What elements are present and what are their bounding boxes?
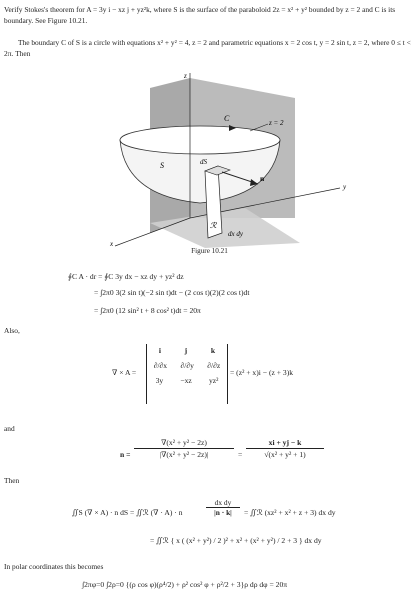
curl-lhs: ∇ × A = <box>112 368 137 377</box>
det-r3c3: yz² <box>208 376 219 385</box>
normal-fraction-1 <box>134 438 234 459</box>
normal-equals: = <box>238 450 243 459</box>
also-label: Also, <box>4 326 20 335</box>
curl-rhs: = (z² + x)i − (z + 3)k <box>230 368 294 377</box>
dxdy-label: dx dy <box>228 230 243 238</box>
x-label: x <box>110 240 114 248</box>
c-label: C <box>224 114 230 123</box>
det-r2c1: ∂/∂x <box>153 361 168 370</box>
boundary-circle <box>120 126 280 154</box>
normal-denominator-2: √(x² + y² + 1) <box>264 450 306 459</box>
det-r1c1: i <box>158 346 161 355</box>
normal-lhs: n = <box>120 450 131 459</box>
det-r1c2: j <box>184 346 188 355</box>
paraboloid-figure <box>0 68 419 248</box>
surface-integral-1a: ∬S (∇ × A) · n dS = ∬ℛ (∇ · A) · n <box>72 508 183 517</box>
n-label: n <box>260 174 265 183</box>
line-integral-2: = ∫2π0 3(2 sin t)(−2 sin t)dt − (2 cos t)(2)(2 cos t)dt <box>94 288 250 297</box>
y-label: y <box>343 183 347 191</box>
then-label: Then <box>4 476 20 485</box>
and-label: and <box>4 424 15 433</box>
normal-fraction-2 <box>246 438 324 459</box>
normal-numerator-2: xi + yj − k <box>246 438 324 449</box>
det-r2c2: ∂/∂y <box>180 361 194 370</box>
surface-integral-2: = ∬ℛ { x ( (x² + y²) / 2 )² + x² + (x² + y²) / 2 + 3 } dx dy <box>150 536 322 545</box>
z2-label: z = 2 <box>269 119 284 127</box>
surface-fraction <box>206 498 240 517</box>
surface-frac-num: dx dy <box>206 498 240 508</box>
normal-denominator: |∇(x² + y² − 2z)| <box>159 450 209 459</box>
surface-frac-den: |n · k| <box>214 508 232 517</box>
polar-integral: ∫2πφ=0 ∫2ρ=0 {(ρ cos φ)(ρ⁴/2) + ρ² cos² φ + ρ²/2 + 3}ρ dρ dφ = 20π <box>82 580 288 589</box>
line-integral-3: = ∫2π0 (12 sin² t + 8 cos² t)dt = 20π <box>94 306 201 315</box>
r-label: ℛ <box>210 221 217 230</box>
line-integral-1: ∮C A · dr = ∮C 3y dx − xz dy + yz² dz <box>68 272 184 281</box>
figure-caption: Figure 10.21 <box>191 247 228 255</box>
curl-determinant <box>146 344 228 404</box>
z-label: z <box>184 72 187 80</box>
det-r1c3: k <box>210 346 216 355</box>
det-r3c1: 3y <box>155 376 164 385</box>
polar-intro: In polar coordinates this becomes <box>4 562 104 571</box>
boundary-description: The boundary C of S is a circle with equations x² + y² = 4, z = 2 and parametric equations x = 2 cos t, y = 2 sin t, z = 2, where 0 ≤ t < 2π. Then <box>4 38 411 59</box>
problem-statement: Verify Stokes's theorem for A = 3y i − xz j + yz²k, where S is the surface of the paraboloid 2z = x² + y² bounded by z = 2 and C is its boundary. See Figure 10.21. <box>4 5 396 26</box>
normal-numerator: ∇(x² + y² − 2z) <box>134 438 234 449</box>
surface-integral-1d: = ∬ℛ (xz² + x² + z + 3) dx dy <box>244 508 336 517</box>
det-r2c3: ∂/∂z <box>207 361 221 370</box>
ds-label: dS <box>200 158 207 166</box>
det-r3c2: −xz <box>180 376 192 385</box>
s-label: S <box>160 161 164 170</box>
